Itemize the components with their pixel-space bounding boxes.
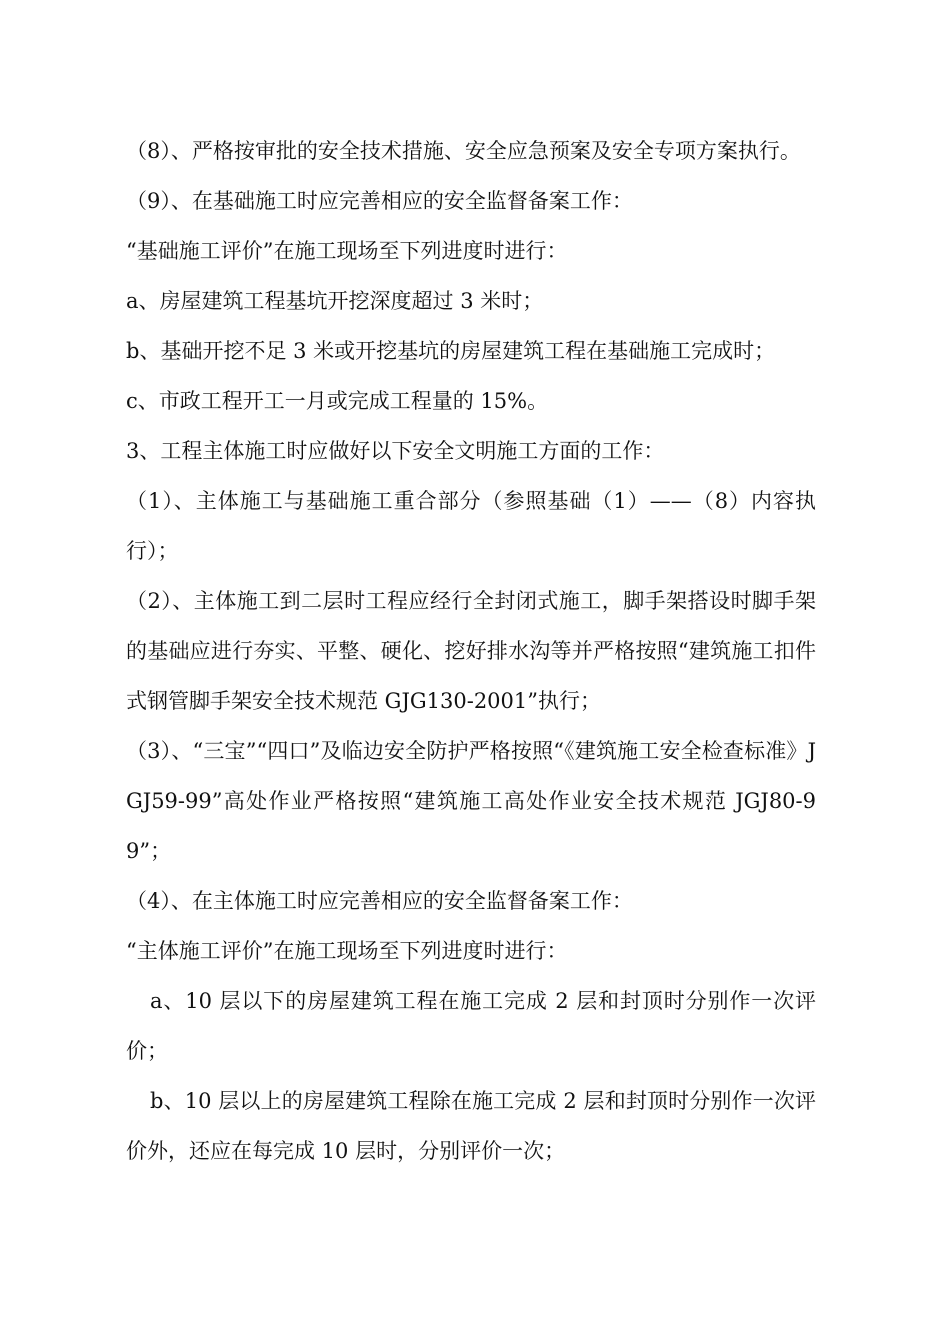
section-heading-3-main-structure: 3、工程主体施工时应做好以下安全文明施工方面的工作： bbox=[126, 439, 665, 463]
list-item-b-foundation: b、基础开挖不足 3 米或开挖基坑的房屋建筑工程在基础施工完成时； bbox=[126, 339, 776, 363]
list-item-a-main-structure: a、10 层以下的房屋建筑工程在施工完成 2 层和封顶时分别作一次评价； bbox=[126, 989, 816, 1063]
list-item-b-main-structure: b、10 层以上的房屋建筑工程除在施工完成 2 层和封顶时分别作一次评价外，还应在每完成 10 层时，分别评价一次； bbox=[126, 1089, 816, 1163]
document-body bbox=[126, 126, 816, 1176]
paragraph-9-foundation-record: （9）、在基础施工时应完善相应的安全监督备案工作： bbox=[126, 189, 633, 213]
paragraph-1-main-structure: （1）、主体施工与基础施工重合部分（参照基础（1）——（8）内容执行）； bbox=[126, 489, 816, 563]
paragraph-8-approved-measures: （8）、严格按审批的安全技术措施、安全应急预案及安全专项方案执行。 bbox=[126, 139, 801, 163]
paragraph-4-main-structure-record: （4）、在主体施工时应完善相应的安全监督备案工作： bbox=[126, 889, 633, 913]
list-item-c-foundation: c、市政工程开工一月或完成工程量的 15%。 bbox=[126, 389, 549, 413]
list-item-a-foundation: a、房屋建筑工程基坑开挖深度超过 3 米时； bbox=[126, 289, 544, 313]
paragraph-2-scaffolding: （2）、主体施工到二层时工程应经行全封闭式施工，脚手架搭设时脚手架的基础应进行夯实、平整、硬化、挖好排水沟等并严格按照“建筑施工扣件式钢管脚手架安全技术规范 GJG130-2001”执行； bbox=[126, 589, 816, 713]
paragraph-foundation-evaluation: “基础施工评价”在施工现场至下列进度时进行： bbox=[126, 239, 568, 263]
paragraph-3-safety-protection: （3）、“三宝”“四口”及临边安全防护严格按照“《建筑施工安全检查标准》JGJ59-99”高处作业严格按照“建筑施工高处作业安全技术规范 JGJ80-99”； bbox=[126, 739, 816, 863]
paragraph-main-structure-evaluation: “主体施工评价”在施工现场至下列进度时进行： bbox=[126, 939, 568, 963]
